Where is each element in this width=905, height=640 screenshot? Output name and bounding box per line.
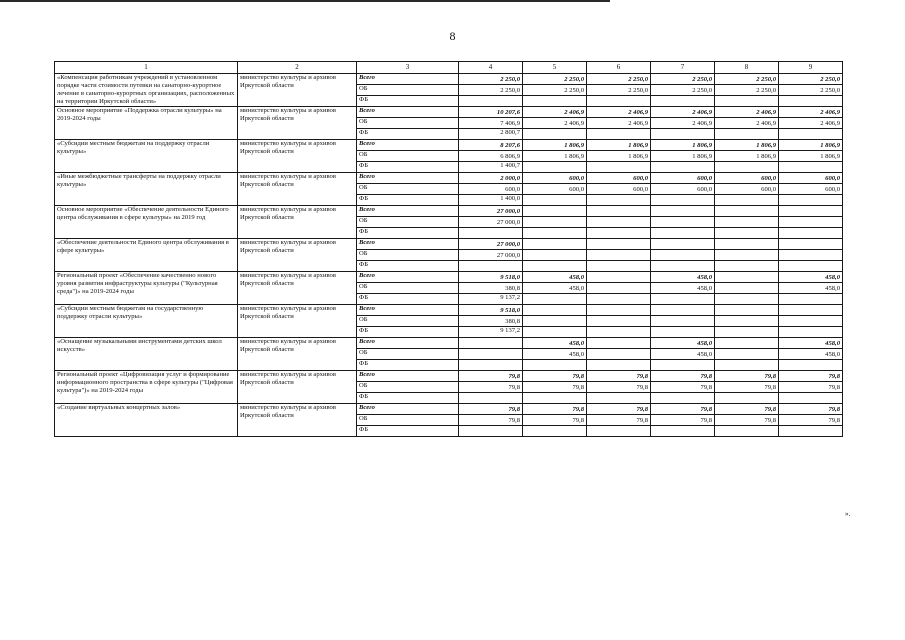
funding-source-label: ФБ xyxy=(357,228,459,239)
amount-cell xyxy=(523,206,587,217)
funding-source-label: Всего xyxy=(357,173,459,184)
measure-name: «Оснащение музыкальными инструментами детских школ искусств» xyxy=(55,338,238,371)
amount-cell xyxy=(715,393,779,404)
executor-name: министерство культуры и архивов Иркутской области xyxy=(238,338,357,371)
funding-source-label: ОБ xyxy=(357,118,459,129)
table-row xyxy=(55,272,843,283)
measure-name: «Иные межбюджетные трансферты на поддержку отрасли культуры» xyxy=(55,173,238,206)
funding-source-label: Всего xyxy=(357,107,459,118)
amount-cell: 600,0 xyxy=(523,184,587,195)
closing-quote-mark: ». xyxy=(845,510,851,518)
funding-source-label: Всего xyxy=(357,305,459,316)
table-row xyxy=(55,338,843,349)
amount-cell: 79,8 xyxy=(459,404,523,415)
funding-source-label: ОБ xyxy=(357,85,459,96)
amount-cell xyxy=(779,261,843,272)
amount-cell xyxy=(715,349,779,360)
amount-cell: 2 250,0 xyxy=(523,85,587,96)
amount-cell: 2 250,0 xyxy=(779,74,843,85)
amount-cell xyxy=(587,228,651,239)
amount-cell xyxy=(587,360,651,371)
amount-cell: 1 806,9 xyxy=(523,140,587,151)
amount-cell xyxy=(523,96,587,107)
amount-cell xyxy=(523,327,587,338)
amount-cell xyxy=(587,272,651,283)
executor-name: министерство культуры и архивов Иркутской области xyxy=(238,239,357,272)
amount-cell xyxy=(779,129,843,140)
amount-cell: 458,0 xyxy=(523,338,587,349)
amount-cell: 600,0 xyxy=(523,173,587,184)
amount-cell: 380,8 xyxy=(459,316,523,327)
amount-cell: 600,0 xyxy=(459,184,523,195)
table-row xyxy=(55,140,843,151)
amount-cell: 2 250,0 xyxy=(587,85,651,96)
amount-cell: 2 406,9 xyxy=(523,107,587,118)
executor-name: министерство культуры и архивов Иркутской области xyxy=(238,74,357,107)
amount-cell: 79,8 xyxy=(459,415,523,426)
amount-cell: 1 806,9 xyxy=(523,151,587,162)
measure-name: Региональный проект «Обеспечение качественно нового уровня развития инфраструктуры культуры ("Культурная среда")» на 2019-2024 годы xyxy=(55,272,238,305)
amount-cell xyxy=(715,272,779,283)
amount-cell: 79,8 xyxy=(651,415,715,426)
amount-cell: 7 406,9 xyxy=(459,118,523,129)
amount-cell: 600,0 xyxy=(715,173,779,184)
measure-name: Основное мероприятие «Обеспечение деятельности Единого центра обслуживания в сфере культуры» на 2019 год xyxy=(55,206,238,239)
amount-cell xyxy=(651,360,715,371)
amount-cell: 9 137,2 xyxy=(459,294,523,305)
executor-name: министерство культуры и архивов Иркутской области xyxy=(238,404,357,437)
amount-cell xyxy=(651,129,715,140)
executor-name: министерство культуры и архивов Иркутской области xyxy=(238,140,357,173)
amount-cell: 1 806,9 xyxy=(715,140,779,151)
amount-cell xyxy=(715,228,779,239)
measure-name: «Субсидии местным бюджетам на поддержку отрасли культуры» xyxy=(55,140,238,173)
amount-cell xyxy=(651,195,715,206)
amount-cell xyxy=(651,96,715,107)
amount-cell xyxy=(715,129,779,140)
executor-name: министерство культуры и архивов Иркутской области xyxy=(238,107,357,140)
amount-cell: 79,8 xyxy=(587,382,651,393)
amount-cell xyxy=(587,393,651,404)
amount-cell xyxy=(651,327,715,338)
amount-cell: 79,8 xyxy=(587,371,651,382)
funding-source-label: Всего xyxy=(357,74,459,85)
amount-cell: 458,0 xyxy=(651,338,715,349)
amount-cell xyxy=(587,327,651,338)
amount-cell: 79,8 xyxy=(715,415,779,426)
amount-cell: 458,0 xyxy=(651,272,715,283)
funding-source-label: ОБ xyxy=(357,349,459,360)
measure-name: Региональный проект «Цифровизация услуг и формирование информационного пространства в сфере культуры ("Цифровая культура")» на 2019-2024 годы xyxy=(55,371,238,404)
amount-cell xyxy=(651,162,715,173)
amount-cell: 79,8 xyxy=(651,371,715,382)
amount-cell: 2 406,9 xyxy=(715,107,779,118)
amount-cell xyxy=(651,261,715,272)
amount-cell: 79,8 xyxy=(651,382,715,393)
amount-cell xyxy=(523,195,587,206)
amount-cell xyxy=(715,327,779,338)
amount-cell xyxy=(587,162,651,173)
column-header: 6 xyxy=(587,62,651,74)
amount-cell: 2 406,9 xyxy=(651,107,715,118)
amount-cell xyxy=(715,294,779,305)
column-header: 7 xyxy=(651,62,715,74)
amount-cell: 2 406,9 xyxy=(651,118,715,129)
amount-cell: 1 806,9 xyxy=(779,140,843,151)
amount-cell xyxy=(715,195,779,206)
amount-cell xyxy=(587,283,651,294)
amount-cell: 6 806,9 xyxy=(459,151,523,162)
column-header: 2 xyxy=(238,62,357,74)
amount-cell xyxy=(587,250,651,261)
executor-name: министерство культуры и архивов Иркутской области xyxy=(238,206,357,239)
amount-cell xyxy=(715,217,779,228)
amount-cell xyxy=(651,217,715,228)
amount-cell xyxy=(523,426,587,437)
amount-cell: 79,8 xyxy=(779,371,843,382)
amount-cell: 79,8 xyxy=(523,371,587,382)
funding-source-label: Всего xyxy=(357,206,459,217)
amount-cell xyxy=(587,338,651,349)
amount-cell xyxy=(651,305,715,316)
amount-cell xyxy=(587,96,651,107)
amount-cell xyxy=(715,261,779,272)
amount-cell xyxy=(715,162,779,173)
amount-cell: 1 806,9 xyxy=(651,140,715,151)
amount-cell xyxy=(523,228,587,239)
amount-cell xyxy=(587,206,651,217)
funding-source-label: ОБ xyxy=(357,382,459,393)
amount-cell: 27 000,0 xyxy=(459,250,523,261)
budget-table xyxy=(54,61,843,437)
measure-name: «Субсидии местным бюджетам на государственную поддержку отрасли культуры» xyxy=(55,305,238,338)
funding-source-label: Всего xyxy=(357,371,459,382)
amount-cell xyxy=(587,305,651,316)
amount-cell xyxy=(587,426,651,437)
amount-cell: 79,8 xyxy=(523,404,587,415)
amount-cell: 79,8 xyxy=(459,382,523,393)
amount-cell xyxy=(523,393,587,404)
amount-cell: 458,0 xyxy=(523,349,587,360)
amount-cell xyxy=(779,96,843,107)
amount-cell: 2 406,9 xyxy=(715,118,779,129)
table-row xyxy=(55,107,843,118)
amount-cell: 600,0 xyxy=(587,184,651,195)
amount-cell: 458,0 xyxy=(523,272,587,283)
amount-cell: 600,0 xyxy=(779,184,843,195)
amount-cell xyxy=(651,294,715,305)
amount-cell: 600,0 xyxy=(651,184,715,195)
amount-cell: 79,8 xyxy=(779,404,843,415)
amount-cell xyxy=(459,338,523,349)
amount-cell: 2 250,0 xyxy=(715,74,779,85)
column-header: 1 xyxy=(55,62,238,74)
funding-source-label: Всего xyxy=(357,140,459,151)
amount-cell xyxy=(651,206,715,217)
amount-cell: 600,0 xyxy=(651,173,715,184)
column-header: 3 xyxy=(357,62,459,74)
amount-cell xyxy=(587,349,651,360)
header-row xyxy=(55,62,843,74)
amount-cell xyxy=(523,162,587,173)
amount-cell: 79,8 xyxy=(587,404,651,415)
budget-table-body xyxy=(55,74,843,437)
amount-cell: 79,8 xyxy=(651,404,715,415)
amount-cell: 1 806,9 xyxy=(715,151,779,162)
amount-cell: 458,0 xyxy=(779,349,843,360)
amount-cell: 458,0 xyxy=(779,272,843,283)
funding-source-label: ОБ xyxy=(357,250,459,261)
amount-cell xyxy=(587,217,651,228)
amount-cell xyxy=(715,338,779,349)
funding-source-label: ОБ xyxy=(357,184,459,195)
amount-cell xyxy=(459,426,523,437)
amount-cell xyxy=(779,327,843,338)
amount-cell: 9 518,0 xyxy=(459,272,523,283)
column-header: 4 xyxy=(459,62,523,74)
funding-source-label: ФБ xyxy=(357,393,459,404)
funding-source-label: Всего xyxy=(357,239,459,250)
amount-cell xyxy=(523,217,587,228)
amount-cell: 2 406,9 xyxy=(779,107,843,118)
amount-cell xyxy=(779,228,843,239)
amount-cell xyxy=(459,228,523,239)
amount-cell xyxy=(779,294,843,305)
amount-cell: 2 250,0 xyxy=(459,74,523,85)
funding-source-label: ОБ xyxy=(357,316,459,327)
amount-cell: 2 406,9 xyxy=(523,118,587,129)
amount-cell xyxy=(779,393,843,404)
amount-cell: 27 000,0 xyxy=(459,206,523,217)
funding-source-label: Всего xyxy=(357,272,459,283)
amount-cell xyxy=(779,217,843,228)
amount-cell xyxy=(459,393,523,404)
amount-cell xyxy=(459,261,523,272)
table-row xyxy=(55,173,843,184)
amount-cell: 2 250,0 xyxy=(587,74,651,85)
amount-cell: 2 250,0 xyxy=(459,85,523,96)
column-header: 8 xyxy=(715,62,779,74)
funding-source-label: ФБ xyxy=(357,261,459,272)
amount-cell xyxy=(651,250,715,261)
funding-source-label: Всего xyxy=(357,404,459,415)
amount-cell xyxy=(779,195,843,206)
amount-cell: 2 406,9 xyxy=(779,118,843,129)
amount-cell: 2 800,7 xyxy=(459,129,523,140)
table-row xyxy=(55,239,843,250)
amount-cell xyxy=(715,305,779,316)
amount-cell xyxy=(779,250,843,261)
amount-cell: 1 806,9 xyxy=(587,151,651,162)
amount-cell: 2 250,0 xyxy=(651,74,715,85)
amount-cell: 79,8 xyxy=(715,404,779,415)
page-number: 8 xyxy=(449,29,456,43)
amount-cell xyxy=(523,261,587,272)
executor-name: министерство культуры и архивов Иркутской области xyxy=(238,173,357,206)
amount-cell xyxy=(715,206,779,217)
table-row xyxy=(55,305,843,316)
amount-cell: 27 000,0 xyxy=(459,217,523,228)
amount-cell: 458,0 xyxy=(779,283,843,294)
amount-cell xyxy=(523,250,587,261)
amount-cell xyxy=(715,96,779,107)
amount-cell xyxy=(459,360,523,371)
amount-cell xyxy=(587,129,651,140)
amount-cell: 1 806,9 xyxy=(779,151,843,162)
amount-cell xyxy=(651,393,715,404)
amount-cell: 1 806,9 xyxy=(651,151,715,162)
amount-cell xyxy=(715,283,779,294)
column-header: 5 xyxy=(523,62,587,74)
amount-cell: 2 406,9 xyxy=(587,107,651,118)
funding-source-label: ОБ xyxy=(357,217,459,228)
amount-cell xyxy=(779,316,843,327)
amount-cell: 2 250,0 xyxy=(651,85,715,96)
amount-cell xyxy=(779,426,843,437)
table-row xyxy=(55,404,843,415)
amount-cell xyxy=(523,294,587,305)
amount-cell: 10 207,6 xyxy=(459,107,523,118)
amount-cell xyxy=(587,316,651,327)
amount-cell: 2 000,0 xyxy=(459,173,523,184)
amount-cell xyxy=(651,316,715,327)
amount-cell: 79,8 xyxy=(715,371,779,382)
amount-cell xyxy=(587,239,651,250)
amount-cell: 600,0 xyxy=(779,173,843,184)
amount-cell xyxy=(523,239,587,250)
funding-source-label: ОБ xyxy=(357,151,459,162)
amount-cell xyxy=(779,239,843,250)
amount-cell xyxy=(587,195,651,206)
amount-cell: 458,0 xyxy=(779,338,843,349)
amount-cell xyxy=(651,228,715,239)
funding-source-label: ФБ xyxy=(357,129,459,140)
top-rule xyxy=(0,0,610,2)
amount-cell xyxy=(651,426,715,437)
funding-source-label: ФБ xyxy=(357,426,459,437)
amount-cell: 1 400,7 xyxy=(459,162,523,173)
amount-cell: 79,8 xyxy=(523,415,587,426)
amount-cell xyxy=(779,162,843,173)
amount-cell: 8 207,6 xyxy=(459,140,523,151)
funding-source-label: ФБ xyxy=(357,162,459,173)
amount-cell: 9 518,0 xyxy=(459,305,523,316)
amount-cell: 1 400,0 xyxy=(459,195,523,206)
amount-cell: 9 137,2 xyxy=(459,327,523,338)
funding-source-label: ФБ xyxy=(357,195,459,206)
amount-cell: 458,0 xyxy=(651,283,715,294)
funding-source-label: Всего xyxy=(357,338,459,349)
amount-cell: 79,8 xyxy=(523,382,587,393)
funding-source-label: ФБ xyxy=(357,96,459,107)
amount-cell xyxy=(779,206,843,217)
amount-cell: 458,0 xyxy=(523,283,587,294)
amount-cell: 2 406,9 xyxy=(587,118,651,129)
amount-cell: 79,8 xyxy=(459,371,523,382)
amount-cell xyxy=(523,316,587,327)
amount-cell xyxy=(523,360,587,371)
executor-name: министерство культуры и архивов Иркутской области xyxy=(238,272,357,305)
amount-cell: 2 250,0 xyxy=(715,85,779,96)
amount-cell: 27 000,0 xyxy=(459,239,523,250)
table-row xyxy=(55,206,843,217)
amount-cell: 2 250,0 xyxy=(523,74,587,85)
amount-cell: 380,8 xyxy=(459,283,523,294)
executor-name: министерство культуры и архивов Иркутской области xyxy=(238,305,357,338)
funding-source-label: ФБ xyxy=(357,294,459,305)
measure-name: «Компенсация работникам учреждений в установленном порядке части стоимости путевки на санаторно-курортное лечение в санаторно-курортных организациях, расположенных на территории Иркутской области» xyxy=(55,74,238,107)
amount-cell xyxy=(715,426,779,437)
funding-source-label: ФБ xyxy=(357,327,459,338)
amount-cell xyxy=(459,349,523,360)
amount-cell: 79,8 xyxy=(587,415,651,426)
amount-cell: 600,0 xyxy=(715,184,779,195)
funding-source-label: ОБ xyxy=(357,415,459,426)
table-row xyxy=(55,371,843,382)
measure-name: «Создание виртуальных концертных залов» xyxy=(55,404,238,437)
amount-cell xyxy=(587,261,651,272)
amount-cell: 2 250,0 xyxy=(779,85,843,96)
funding-source-label: ОБ xyxy=(357,283,459,294)
funding-source-label: ФБ xyxy=(357,360,459,371)
amount-cell xyxy=(459,96,523,107)
amount-cell xyxy=(523,305,587,316)
amount-cell xyxy=(779,305,843,316)
amount-cell xyxy=(715,316,779,327)
column-header: 9 xyxy=(779,62,843,74)
measure-name: «Обеспечение деятельности Единого центра обслуживания в сфере культуры» xyxy=(55,239,238,272)
amount-cell: 79,8 xyxy=(715,382,779,393)
amount-cell xyxy=(779,360,843,371)
executor-name: министерство культуры и архивов Иркутской области xyxy=(238,371,357,404)
amount-cell: 79,8 xyxy=(779,382,843,393)
amount-cell xyxy=(523,129,587,140)
amount-cell: 600,0 xyxy=(587,173,651,184)
measure-name: Основное мероприятие «Поддержка отрасли культуры» на 2019-2024 годы xyxy=(55,107,238,140)
amount-cell: 458,0 xyxy=(651,349,715,360)
amount-cell xyxy=(651,239,715,250)
amount-cell xyxy=(587,294,651,305)
amount-cell: 79,8 xyxy=(779,415,843,426)
amount-cell xyxy=(715,239,779,250)
amount-cell: 1 806,9 xyxy=(587,140,651,151)
table-row xyxy=(55,74,843,85)
amount-cell xyxy=(715,360,779,371)
amount-cell xyxy=(715,250,779,261)
